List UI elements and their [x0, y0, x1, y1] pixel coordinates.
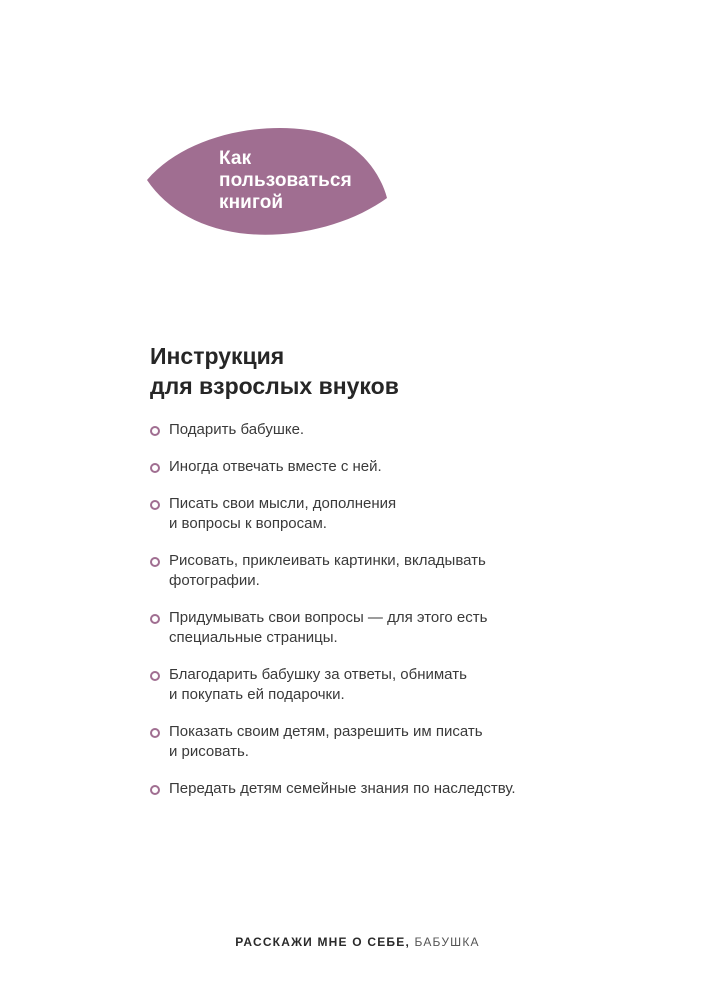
list-item-text: и рисовать. [169, 743, 249, 760]
bullet-icon [150, 463, 160, 473]
heading-line: для взрослых внуков [150, 373, 399, 399]
list-item-text: Подарить бабушке. [169, 421, 305, 438]
list-item [150, 457, 630, 477]
list-item-text: фотографии. [169, 572, 260, 589]
bullet-icon [150, 671, 160, 681]
bullet-icon [150, 426, 160, 436]
list-item-text: и вопросы к вопросам. [169, 515, 327, 532]
list-item [150, 551, 630, 591]
page-footer [0, 935, 715, 949]
instruction-list [150, 420, 630, 816]
section-badge [143, 118, 391, 240]
list-item-text: Рисовать, приклеивать картинки, вкладывать [169, 552, 486, 569]
badge-title-line: Как [219, 148, 252, 169]
list-item [150, 779, 630, 799]
list-item-text: Благодарить бабушку за ответы, обнимать [169, 666, 467, 683]
footer-book-title: РАССКАЖИ МНЕ О СЕБЕ, [235, 935, 410, 949]
list-item [150, 420, 630, 440]
bullet-icon [150, 500, 160, 510]
list-item-text: Передать детям семейные знания по наследству. [169, 780, 516, 797]
list-item-text: и покупать ей подарочки. [169, 686, 345, 703]
footer-book-subtitle: БАБУШКА [414, 935, 480, 949]
bullet-icon [150, 614, 160, 624]
list-item-text: Придумывать свои вопросы — для этого есть [169, 609, 488, 626]
page-heading [150, 341, 630, 401]
list-item [150, 494, 630, 534]
badge-title-line: книгой [219, 192, 284, 213]
heading-line: Инструкция [150, 343, 285, 369]
bullet-icon [150, 785, 160, 795]
list-item [150, 608, 630, 648]
list-item [150, 722, 630, 762]
badge-title [219, 148, 389, 214]
bullet-icon [150, 728, 160, 738]
list-item-text: специальные страницы. [169, 629, 338, 646]
bullet-icon [150, 557, 160, 567]
list-item [150, 665, 630, 705]
list-item-text: Показать своим детям, разрешить им писать [169, 723, 483, 740]
badge-title-line: пользоваться [219, 170, 352, 191]
list-item-text: Иногда отвечать вместе с ней. [169, 458, 382, 475]
list-item-text: Писать свои мысли, дополнения [169, 495, 397, 512]
